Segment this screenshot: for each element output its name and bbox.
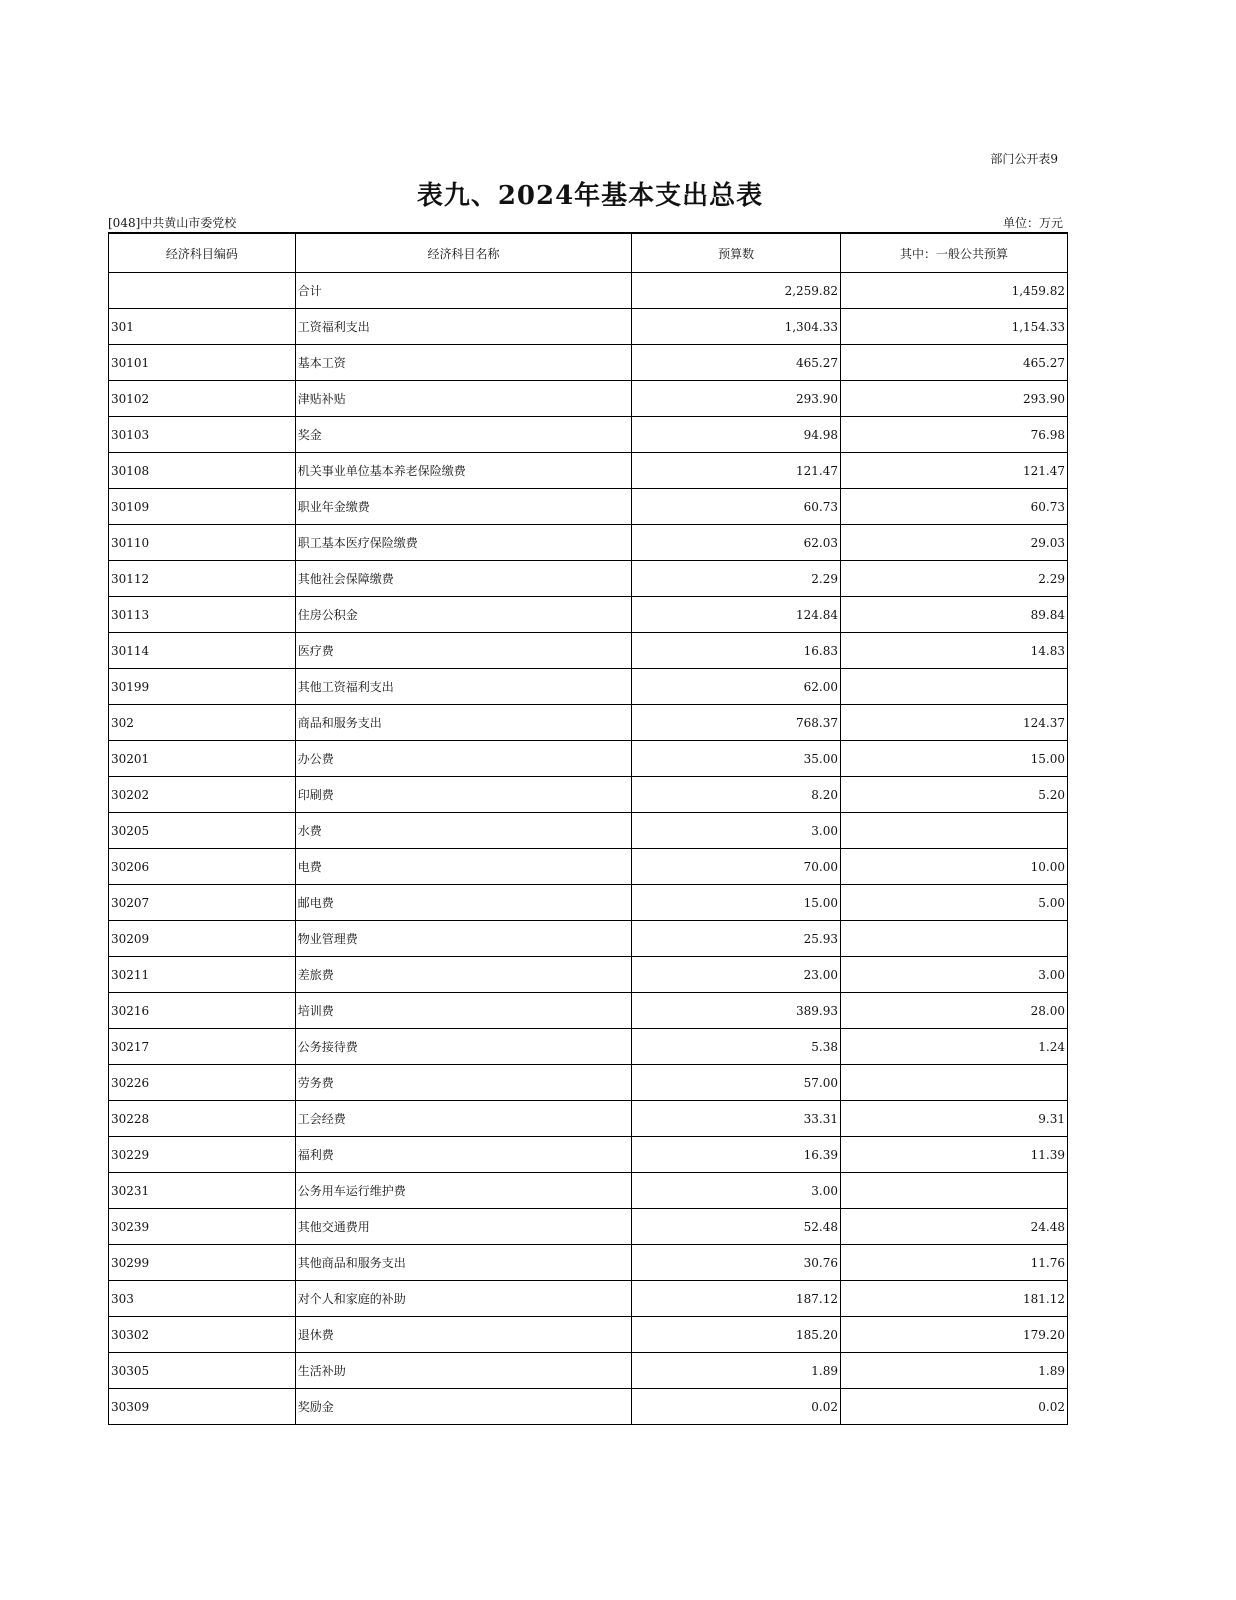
table-row [109, 921, 1068, 957]
cell-name: 其他社会保障缴费 [295, 561, 631, 597]
cell-general-budget: 9.31 [841, 1101, 1068, 1137]
table-row [109, 885, 1068, 921]
cell-general-budget: 2.29 [841, 561, 1068, 597]
cell-general-budget: 1,459.82 [841, 273, 1068, 309]
cell-name: 其他交通费用 [295, 1209, 631, 1245]
page-label: 部门公开表9 [990, 152, 1058, 166]
cell-code: 30114 [109, 633, 296, 669]
cell-general-budget: 14.83 [841, 633, 1068, 669]
cell-name: 劳务费 [295, 1065, 631, 1101]
cell-name: 工会经费 [295, 1101, 631, 1137]
cell-budget: 768.37 [632, 705, 841, 741]
cell-code: 30202 [109, 777, 296, 813]
cell-budget: 5.38 [632, 1029, 841, 1065]
cell-code: 30229 [109, 1137, 296, 1173]
cell-general-budget: 0.02 [841, 1389, 1068, 1425]
cell-name: 公务用车运行维护费 [295, 1173, 631, 1209]
cell-general-budget: 29.03 [841, 525, 1068, 561]
cell-code: 30231 [109, 1173, 296, 1209]
cell-name: 培训费 [295, 993, 631, 1029]
cell-name: 工资福利支出 [295, 309, 631, 345]
table-row [109, 1281, 1068, 1317]
cell-code: 30101 [109, 345, 296, 381]
cell-name: 退休费 [295, 1317, 631, 1353]
cell-code: 30228 [109, 1101, 296, 1137]
cell-code: 30112 [109, 561, 296, 597]
table-row [109, 525, 1068, 561]
cell-code: 30299 [109, 1245, 296, 1281]
cell-budget: 94.98 [632, 417, 841, 453]
cell-budget: 1.89 [632, 1353, 841, 1389]
cell-name: 机关事业单位基本养老保险缴费 [295, 453, 631, 489]
cell-budget: 2,259.82 [632, 273, 841, 309]
cell-name: 其他商品和服务支出 [295, 1245, 631, 1281]
table-row [109, 1029, 1068, 1065]
cell-name: 福利费 [295, 1137, 631, 1173]
cell-budget: 25.93 [632, 921, 841, 957]
table-header-row [109, 233, 1068, 273]
column-header-budget: 预算数 [632, 233, 841, 273]
table-row [109, 1101, 1068, 1137]
cell-budget: 1,304.33 [632, 309, 841, 345]
cell-code: 30211 [109, 957, 296, 993]
cell-code: 30205 [109, 813, 296, 849]
cell-general-budget [841, 1173, 1068, 1209]
cell-code: 30206 [109, 849, 296, 885]
cell-general-budget: 28.00 [841, 993, 1068, 1029]
table-row [109, 309, 1068, 345]
table-row [109, 345, 1068, 381]
table-row [109, 993, 1068, 1029]
cell-general-budget: 89.84 [841, 597, 1068, 633]
cell-general-budget: 124.37 [841, 705, 1068, 741]
cell-code: 301 [109, 309, 296, 345]
cell-name: 津贴补贴 [295, 381, 631, 417]
table-row [109, 1209, 1068, 1245]
cell-budget: 185.20 [632, 1317, 841, 1353]
table-row [109, 417, 1068, 453]
cell-code: 30102 [109, 381, 296, 417]
cell-budget: 124.84 [632, 597, 841, 633]
cell-name: 职业年金缴费 [295, 489, 631, 525]
cell-general-budget: 465.27 [841, 345, 1068, 381]
cell-name: 公务接待费 [295, 1029, 631, 1065]
cell-budget: 389.93 [632, 993, 841, 1029]
cell-budget: 16.83 [632, 633, 841, 669]
cell-code: 30110 [109, 525, 296, 561]
cell-name: 生活补助 [295, 1353, 631, 1389]
cell-code [109, 273, 296, 309]
table-row [109, 741, 1068, 777]
cell-code: 30239 [109, 1209, 296, 1245]
cell-general-budget: 179.20 [841, 1317, 1068, 1353]
cell-budget: 62.03 [632, 525, 841, 561]
cell-name: 水费 [295, 813, 631, 849]
cell-name: 住房公积金 [295, 597, 631, 633]
cell-general-budget: 121.47 [841, 453, 1068, 489]
cell-general-budget: 1.89 [841, 1353, 1068, 1389]
table-row [109, 489, 1068, 525]
cell-name: 医疗费 [295, 633, 631, 669]
cell-general-budget: 5.20 [841, 777, 1068, 813]
table-row [109, 273, 1068, 309]
column-header-general-budget: 其中：一般公共预算 [841, 233, 1068, 273]
cell-budget: 15.00 [632, 885, 841, 921]
cell-general-budget [841, 669, 1068, 705]
cell-code: 302 [109, 705, 296, 741]
cell-name: 职工基本医疗保险缴费 [295, 525, 631, 561]
unit-label: 单位：万元 [1002, 216, 1063, 230]
cell-budget: 60.73 [632, 489, 841, 525]
cell-name: 对个人和家庭的补助 [295, 1281, 631, 1317]
cell-budget: 70.00 [632, 849, 841, 885]
cell-code: 30199 [109, 669, 296, 705]
cell-general-budget: 76.98 [841, 417, 1068, 453]
cell-code: 30305 [109, 1353, 296, 1389]
table-row [109, 633, 1068, 669]
cell-budget: 3.00 [632, 813, 841, 849]
cell-general-budget: 1.24 [841, 1029, 1068, 1065]
table-row [109, 1245, 1068, 1281]
cell-code: 30216 [109, 993, 296, 1029]
cell-general-budget: 293.90 [841, 381, 1068, 417]
page-title: 表九、2024年基本支出总表 [416, 181, 764, 211]
cell-general-budget [841, 921, 1068, 957]
cell-budget: 35.00 [632, 741, 841, 777]
cell-code: 30309 [109, 1389, 296, 1425]
table-body [109, 273, 1068, 1425]
table-row [109, 1173, 1068, 1209]
cell-budget: 2.29 [632, 561, 841, 597]
cell-budget: 0.02 [632, 1389, 841, 1425]
cell-name: 奖励金 [295, 1389, 631, 1425]
table-row [109, 705, 1068, 741]
cell-budget: 8.20 [632, 777, 841, 813]
cell-budget: 3.00 [632, 1173, 841, 1209]
column-header-name: 经济科目名称 [295, 233, 631, 273]
cell-budget: 187.12 [632, 1281, 841, 1317]
cell-budget: 62.00 [632, 669, 841, 705]
cell-name: 商品和服务支出 [295, 705, 631, 741]
cell-budget: 57.00 [632, 1065, 841, 1101]
cell-budget: 293.90 [632, 381, 841, 417]
cell-code: 30103 [109, 417, 296, 453]
organization-name: [048]中共黄山市委党校 [108, 216, 237, 230]
table-row [109, 777, 1068, 813]
cell-code: 30109 [109, 489, 296, 525]
cell-general-budget: 24.48 [841, 1209, 1068, 1245]
cell-general-budget: 10.00 [841, 849, 1068, 885]
cell-general-budget: 60.73 [841, 489, 1068, 525]
table-row [109, 1353, 1068, 1389]
cell-general-budget: 11.76 [841, 1245, 1068, 1281]
cell-budget: 30.76 [632, 1245, 841, 1281]
cell-general-budget: 11.39 [841, 1137, 1068, 1173]
table-row [109, 1317, 1068, 1353]
cell-budget: 16.39 [632, 1137, 841, 1173]
cell-name: 合计 [295, 273, 631, 309]
cell-general-budget: 15.00 [841, 741, 1068, 777]
cell-general-budget [841, 1065, 1068, 1101]
cell-code: 30217 [109, 1029, 296, 1065]
cell-general-budget: 181.12 [841, 1281, 1068, 1317]
cell-general-budget: 3.00 [841, 957, 1068, 993]
cell-name: 基本工资 [295, 345, 631, 381]
cell-name: 印刷费 [295, 777, 631, 813]
cell-code: 30209 [109, 921, 296, 957]
cell-name: 差旅费 [295, 957, 631, 993]
table-row [109, 453, 1068, 489]
cell-general-budget: 5.00 [841, 885, 1068, 921]
cell-budget: 23.00 [632, 957, 841, 993]
column-header-code: 经济科目编码 [109, 233, 296, 273]
table-row [109, 1389, 1068, 1425]
table-row [109, 561, 1068, 597]
table-row [109, 957, 1068, 993]
cell-code: 30226 [109, 1065, 296, 1101]
table-row [109, 849, 1068, 885]
cell-code: 30207 [109, 885, 296, 921]
cell-budget: 465.27 [632, 345, 841, 381]
cell-code: 30108 [109, 453, 296, 489]
table-row [109, 813, 1068, 849]
cell-code: 30201 [109, 741, 296, 777]
cell-name: 奖金 [295, 417, 631, 453]
cell-budget: 121.47 [632, 453, 841, 489]
cell-name: 物业管理费 [295, 921, 631, 957]
cell-budget: 33.31 [632, 1101, 841, 1137]
table-row [109, 1065, 1068, 1101]
cell-code: 30113 [109, 597, 296, 633]
table-row [109, 597, 1068, 633]
cell-general-budget [841, 813, 1068, 849]
budget-table [108, 232, 1068, 1425]
cell-general-budget: 1,154.33 [841, 309, 1068, 345]
cell-name: 其他工资福利支出 [295, 669, 631, 705]
table-row [109, 669, 1068, 705]
cell-name: 电费 [295, 849, 631, 885]
cell-code: 30302 [109, 1317, 296, 1353]
cell-budget: 52.48 [632, 1209, 841, 1245]
cell-code: 303 [109, 1281, 296, 1317]
cell-name: 办公费 [295, 741, 631, 777]
cell-name: 邮电费 [295, 885, 631, 921]
table-row [109, 1137, 1068, 1173]
table-row [109, 381, 1068, 417]
